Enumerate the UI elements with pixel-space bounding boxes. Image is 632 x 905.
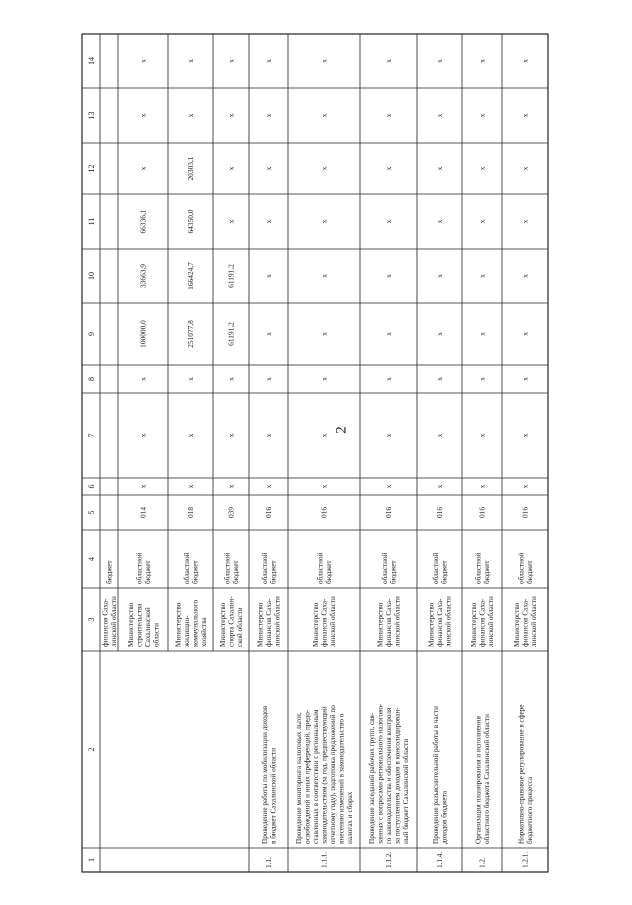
row-executor: Министерствофинансов Саха-линской области [312, 596, 338, 647]
row-name: Проведение заседаний рабочих групп, свя-занных с вопросами регионального налогово-го законодательства и обеспечения контроляза поступлением доходов в консолидирован-ный бюджет Сахалинской области [368, 703, 411, 844]
cell-col-11: x [384, 219, 394, 224]
row-number: 1.1.1. [320, 851, 329, 868]
cell-col-14: x [226, 59, 236, 63]
cell-col-12: 20303,1 [186, 156, 196, 181]
row-name: Проведение работы по мобилизации доходовв бюджет Сахалинской области [260, 705, 278, 844]
cell-col-5: 016 [477, 506, 487, 519]
continued-source-text: бюджет [105, 560, 114, 584]
row-number: 1.1. [265, 857, 274, 868]
cell-col-10: 61191,2 [226, 264, 236, 288]
cell-col-7: x [477, 433, 487, 438]
cell-col-10: 33663,9 [138, 263, 148, 289]
cell-col-9: x [435, 332, 445, 336]
cell-col-11: x [435, 219, 445, 224]
cell-col-12: x [319, 166, 329, 171]
row-source: областнойбюджет [182, 552, 200, 584]
column-header-4: 4 [86, 557, 96, 561]
cell-col-5: 018 [186, 506, 196, 519]
table-text [87, 57, 538, 868]
cell-col-10: x [319, 274, 329, 278]
cell-col-14: x [477, 59, 487, 63]
cell-col-12: x [435, 166, 445, 171]
cell-col-13: x [384, 113, 394, 118]
column-header-3: 3 [86, 617, 96, 622]
cell-col-8: x [264, 377, 274, 381]
column-header-2: 2 [86, 747, 96, 752]
column-header-11: 11 [86, 217, 96, 226]
cell-col-7: x [384, 433, 394, 438]
row-number: 1.2. [478, 857, 487, 868]
row-source: областнойбюджет [260, 552, 278, 584]
continued-executor-text: финансов Саха-линской области [101, 596, 118, 647]
row-executor: Министерствожилищно-коммунальногохозяйства [174, 599, 208, 647]
row-number: 1.1.4. [436, 851, 445, 868]
cell-col-9: x [319, 332, 329, 336]
cell-col-12: x [384, 166, 394, 171]
cell-col-14: x [264, 59, 274, 63]
column-header-1: 1 [86, 858, 96, 862]
cell-col-11: 66336,1 [138, 209, 148, 234]
column-header-6: 6 [86, 484, 96, 489]
cell-col-6: x [520, 484, 530, 489]
column-header-5: 5 [86, 510, 96, 515]
cell-col-12: x [138, 166, 148, 171]
cell-col-6: x [264, 484, 274, 489]
cell-col-5: 016 [520, 506, 530, 519]
row-source: областнойбюджет [223, 552, 240, 584]
cell-col-7: x [520, 433, 530, 438]
cell-col-12: x [477, 166, 487, 171]
row-source: областнойбюджет [316, 552, 333, 584]
cell-col-14: x [186, 59, 196, 63]
row-executor: Министерствофинансов Саха-линской области [256, 596, 282, 647]
column-header-8: 8 [86, 377, 96, 381]
cell-col-7: x [264, 433, 274, 438]
cell-col-8: x [319, 377, 329, 381]
column-header-10: 10 [86, 272, 96, 280]
cell-col-6: x [477, 484, 487, 489]
cell-col-14: x [520, 59, 530, 63]
cell-col-6: x [138, 484, 148, 489]
cell-col-11: x [520, 219, 530, 224]
row-name: Проведение мониторинга налоговых льгот,освобождений и иных преференций, предо-ставленных в соответствии с региональнымзаконодательством (за год, предшествующийотчетному году), подготовка предложений повнесению изменений в законодательство оналогах и сборах [295, 705, 355, 844]
row-number: 1.1.2. [385, 851, 394, 868]
row-source: областнойбюджет [135, 552, 152, 584]
cell-col-7: x [138, 433, 148, 438]
svg-text:2: 2 [333, 426, 350, 434]
cell-col-14: x [138, 59, 148, 63]
row-executor: Министерствофинансов Саха-линской области [470, 596, 496, 647]
row-source: областнойбюджет [431, 552, 449, 584]
cell-col-5: 016 [435, 506, 445, 519]
cell-col-14: x [384, 59, 394, 63]
cell-col-10: 166424,7 [186, 262, 196, 290]
cell-col-13: x [520, 113, 530, 118]
cell-col-13: x [186, 113, 196, 118]
cell-col-8: x [186, 377, 196, 381]
cell-col-8: x [384, 377, 394, 381]
column-header-9: 9 [86, 332, 96, 336]
cell-col-6: x [435, 484, 445, 489]
cell-col-5: 014 [138, 506, 148, 519]
column-header-12: 12 [86, 164, 96, 173]
row-name: Проведение разъяснительной работы в частидоходов бюджета [431, 706, 449, 844]
cell-col-7: x [226, 433, 236, 438]
column-header-13: 13 [86, 111, 96, 120]
cell-col-10: x [435, 274, 445, 278]
cell-col-6: x [226, 484, 236, 489]
row-name: Нормативно-правовое регулирование в сферебюджетного процесса [517, 704, 534, 844]
cell-col-9: 100000,0 [138, 320, 148, 348]
cell-col-13: x [264, 113, 274, 118]
cell-col-8: x [435, 377, 445, 381]
cell-col-8: x [226, 377, 236, 381]
cell-col-13: x [319, 113, 329, 118]
cell-col-14: x [319, 59, 329, 63]
cell-col-9: 61191,2 [226, 322, 236, 346]
row-source: областнойбюджет [474, 552, 491, 584]
cell-col-11: 64350,0 [186, 209, 196, 234]
cell-col-10: x [520, 274, 530, 278]
row-executor: Министерствофинансов Саха-линской области [513, 596, 539, 647]
cell-col-10: x [477, 274, 487, 278]
cell-col-8: x [520, 377, 530, 381]
cell-col-5: 016 [319, 506, 329, 519]
cell-col-9: x [520, 332, 530, 336]
row-name: Организация планирования и исполненияобластного бюджета Сахалинской области [474, 714, 491, 844]
cell-col-9: x [264, 332, 274, 336]
cell-col-13: x [138, 113, 148, 118]
cell-col-11: x [477, 219, 487, 224]
row-executor: Министерствофинансов Саха-линской области [427, 596, 453, 647]
column-header-7: 7 [86, 433, 96, 438]
cell-col-12: x [264, 166, 274, 171]
row-number: 1.2.1. [521, 851, 530, 868]
cell-col-9: x [384, 332, 394, 336]
column-header-14: 14 [86, 57, 96, 65]
cell-col-11: x [319, 219, 329, 224]
cell-col-6: x [186, 484, 196, 489]
cell-col-8: x [477, 377, 487, 381]
cell-col-13: x [226, 113, 236, 118]
row-source: областнойбюджет [517, 552, 534, 584]
cell-col-10: x [384, 274, 394, 278]
cell-col-13: x [435, 113, 445, 118]
cell-col-5: 039 [226, 506, 236, 519]
cell-col-11: x [226, 219, 236, 224]
cell-col-10: x [264, 274, 274, 278]
cell-col-7: x [435, 433, 445, 438]
cell-col-7: x [186, 433, 196, 438]
cell-col-9: 251077,8 [186, 320, 196, 348]
row-executor: МинистерствостроительстваСахалинскойобласти [126, 602, 161, 647]
cell-col-6: x [319, 484, 329, 489]
cell-col-9: x [477, 332, 487, 336]
row-source: областнойбюджет [380, 552, 398, 584]
cell-col-12: x [226, 166, 236, 171]
cell-col-11: x [264, 219, 274, 224]
cell-col-12: x [520, 166, 530, 171]
cell-col-5: 016 [384, 506, 394, 519]
cell-col-6: x [384, 484, 394, 489]
row-executor: Министерствоспорта Сахалин-ской области [219, 596, 245, 647]
cell-col-13: x [477, 113, 487, 118]
row-executor: Министерствофинансов Саха-линской области [376, 596, 402, 647]
cell-col-5: 016 [264, 506, 274, 519]
cell-col-8: x [138, 377, 148, 381]
cell-col-14: x [435, 59, 445, 63]
cell-col-7: x [319, 433, 329, 438]
